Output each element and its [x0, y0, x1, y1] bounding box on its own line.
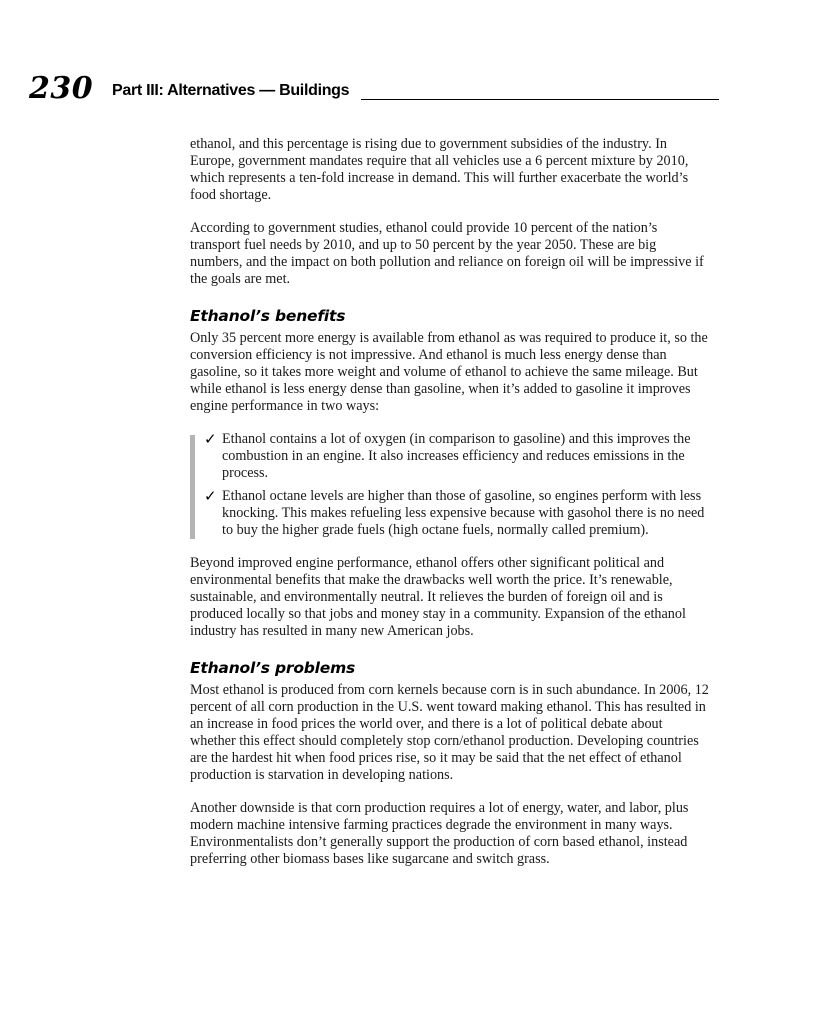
paragraph-intro-1: ethanol, and this percentage is rising due to government subsidies of the industry. In Europe, government mandates require that all vehicles use a 6 percent mixture by 2010, which represents a ten-fold increase in demand. This will further exacerbate the world’s food shortage.	[190, 136, 689, 203]
paragraph-intro-2: According to government studies, ethanol could provide 10 percent of the nation’s transport fuel needs by 2010, and up to 50 percent by the year 2050. These are big numbers, and the impact on both pollution and reliance on foreign oil will be impressive if the goals are met.	[190, 220, 704, 287]
page-number: 230	[29, 71, 94, 106]
bullet-text: Ethanol octane levels are higher than those of gasoline, so engines perform with less knocking. This makes refueling less expensive because with gasohol there is no need to buy the higher grade fuels (high octane fuels, normally called premium).	[222, 488, 705, 538]
list-item	[204, 431, 710, 482]
benefits-bullet-list	[190, 431, 710, 539]
part-title: Part III: Alternatives — Buildings	[112, 82, 350, 99]
bullet-list-sidebar	[190, 435, 195, 539]
bullet-text: Ethanol contains a lot of oxygen (in comparison to gasoline) and this improves the combustion in an engine. It also increases efficiency and reduces emissions in the process.	[222, 431, 691, 481]
heading-ethanol-benefits: Ethanol’s benefits	[190, 307, 346, 325]
check-icon: ✓	[204, 487, 217, 505]
paragraph-problems-1: Most ethanol is produced from corn kernels because corn is in such abundance. In 2006, 12 percent of all corn production in the U.S. went toward making ethanol. This has resulted in an increase in food prices the world over, and there is a lot of political debate about whether this effect should completely stop corn/ethanol production. Developing countries are the hardest hit when food prices rise, so it may be said that the net effect of ethanol production is starvation in developing nations.	[190, 682, 709, 783]
header-rule	[361, 99, 719, 100]
paragraph-benefits-closing: Beyond improved engine performance, ethanol offers other significant political and environmental benefits that make the drawbacks well worth the price. It’s renewable, sustainable, and environmentally neutral. It relieves the burden of foreign oil and is produced locally so that jobs and money stay in a community. Expansion of the ethanol industry has resulted in many new American jobs.	[190, 555, 686, 639]
list-item	[204, 488, 710, 539]
heading-ethanol-problems: Ethanol’s problems	[190, 659, 356, 677]
page-header	[29, 72, 719, 106]
paragraph-problems-2: Another downside is that corn production requires a lot of energy, water, and labor, plus modern machine intensive farming practices degrade the environment in many ways. Environmentalists don’t generally support the production of corn based ethanol, instead preferring other biomass bases like sugarcane and switch grass.	[190, 800, 689, 867]
page-body	[190, 136, 710, 868]
paragraph-benefits-intro: Only 35 percent more energy is available from ethanol as was required to produce it, so the conversion efficiency is not impressive. And ethanol is much less energy dense than gasoline, so it takes more weight and volume of ethanol to achieve the same mileage. But while ethanol is less energy dense than gasoline, when it’s added to gasoline it improves engine performance in two ways:	[190, 330, 708, 414]
check-icon: ✓	[204, 430, 217, 448]
